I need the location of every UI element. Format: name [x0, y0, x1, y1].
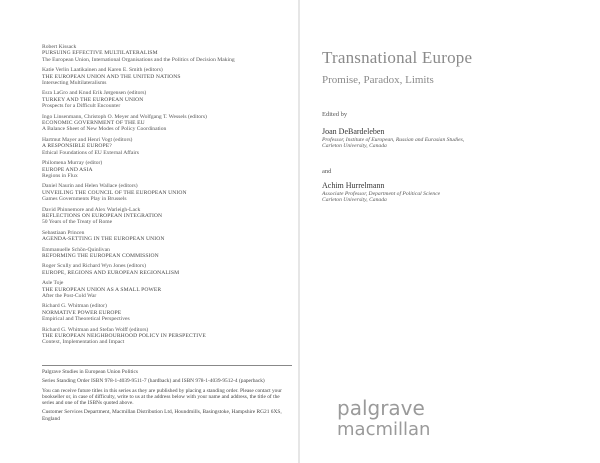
editor-affiliation: Carleton University, Canada [322, 197, 387, 204]
entry-title: REFORMING THE EUROPEAN COMMISSION [42, 252, 159, 259]
series-entry [42, 44, 292, 63]
entry-author: Katie Verlin Laatikainen and Karen E. Smith (editors) [42, 67, 163, 74]
entry-title: NORMATIVE POWER EUROPE [42, 309, 122, 316]
series-entry [42, 183, 292, 202]
logo-line1: palgrave [337, 396, 425, 420]
entry-author: Hartmut Mayer and Henri Vogt (editors) [42, 136, 133, 143]
entry-subtitle: Context, Implementation and Impact [42, 339, 125, 346]
palgrave-macmillan-logo [335, 395, 455, 447]
edited-by-label: Edited by [322, 111, 348, 118]
entry-title: THE EUROPEAN UNION AND THE UNITED NATIONS [42, 73, 181, 80]
entry-subtitle: The European Union, International Organisations and the Politics of Decision Making [42, 56, 235, 63]
series-imprint [42, 365, 292, 425]
entry-subtitle: Intersecting Multilateralisms [42, 80, 107, 87]
series-entry [42, 160, 292, 179]
series-entry [42, 327, 292, 346]
entry-author: Richard G. Whitman (editor) [42, 303, 107, 310]
entry-author: Roger Scully and Richard Wyn Jones (editors) [42, 263, 146, 270]
series-entry [42, 230, 292, 243]
entry-subtitle: Regions in Flux [42, 172, 78, 179]
entry-subtitle: Ethical Foundations of EU External Affairs [42, 149, 139, 156]
entry-title: PURSUING EFFECTIVE MULTILATERALISM [42, 50, 158, 57]
series-entry [42, 280, 292, 299]
page-gutter [298, 0, 300, 463]
entry-author: Daniel Naurin and Helen Wallace (editors) [42, 183, 138, 190]
entry-title: TURKEY AND THE EUROPEAN UNION [42, 96, 144, 103]
entry-subtitle: Games Governments Play in Brussels [42, 196, 127, 203]
entry-subtitle: After the Post-Cold War [42, 293, 97, 299]
entry-title: ECONOMIC GOVERNMENT OF THE EU [42, 120, 145, 127]
entry-author: Philomena Murray (editor) [42, 160, 103, 167]
editor-name: Achim Hurrelmann [322, 181, 385, 190]
series-entry [42, 114, 292, 133]
entry-title: UNVEILING THE COUNCIL OF THE EUROPEAN UNION [42, 189, 187, 196]
entry-author: Emmanuelle Schön-Quinlivan [42, 246, 110, 253]
book-title: Transnational Europe [322, 48, 473, 67]
entry-author: Richard G. Whitman and Stefan Wolff (editors) [42, 326, 149, 333]
series-entry [42, 303, 292, 322]
editor-affiliation: Professor, Institute of European, Russian and Eurasian Studies, [322, 137, 465, 143]
series-entry [42, 263, 292, 276]
series-entry [42, 90, 292, 109]
entry-title: THE EUROPEAN UNION AS A SMALL POWER [42, 286, 162, 293]
publisher-logo-graphic [335, 395, 455, 447]
logo-line2: macmillan [337, 419, 431, 440]
entry-title: AGENDA-SETTING IN THE EUROPEAN UNION [42, 236, 165, 243]
series-entry [42, 67, 292, 86]
editor-name: Joan DeBardeleben [322, 127, 385, 136]
editor-affiliation: Associate Professor, Department of Political Science [322, 191, 441, 197]
series-entry [42, 247, 292, 260]
entry-subtitle: A Balance Sheet of New Modes of Policy Coordination [42, 126, 167, 133]
entry-subtitle: Prospects for a Difficult Encounter [42, 103, 121, 110]
editor-block [322, 181, 582, 204]
book-subtitle: Promise, Paradox, Limits [322, 74, 434, 86]
series-list [42, 44, 292, 350]
entry-title: A RESPONSIBLE EUROPE? [42, 143, 112, 150]
entry-title: THE EUROPEAN NEIGHBOURHOOD POLICY IN PERSPECTIVE [42, 333, 206, 340]
and-label: and [322, 168, 332, 175]
entry-title: EUROPE, REGIONS AND EUROPEAN REGIONALISM [42, 269, 180, 276]
series-entry [42, 137, 292, 156]
editor-block [322, 127, 582, 150]
entry-author: David Phinnemore and Alex Warleigh-Lack [42, 206, 141, 213]
imprint-series-line: Palgrave Studies in European Union Politics [42, 369, 138, 375]
imprint-order-text: You can receive future titles in this series as they are published by placing a standing order. Please contact your bookseller or, in case of difficulty, write to us at the address below with your name and address, the title of the series and one of the ISBNs quoted above. [42, 387, 282, 407]
entry-subtitle: Empirical and Theoretical Perspectives [42, 316, 130, 323]
editor-affiliation: Carleton University, Canada [322, 143, 387, 150]
entry-author: Ingo Linsenmann, Christoph O. Meyer and Wolfgang T. Wessels (editors) [42, 113, 207, 120]
entry-title: EUROPE AND ASIA [42, 166, 93, 173]
entry-subtitle: 50 Years of the Treaty of Rome [42, 219, 113, 226]
entry-author: Robert Kissack [42, 44, 77, 50]
entry-title: REFLECTIONS ON EUROPEAN INTEGRATION [42, 212, 163, 219]
entry-author: Sebastiaan Princen [42, 229, 85, 236]
imprint-isbn-line: Series Standing Order ISBN 978-1-4039-9511-7 (hardback) and ISBN 978-1-4039-9512-4 (paperback) [42, 378, 265, 385]
series-entry [42, 207, 292, 226]
entry-author: Esra LaGro and Knud Erik Jørgensen (editors) [42, 90, 147, 97]
entry-author: Asle Toje [42, 280, 64, 287]
imprint-address-text: Customer Services Department, Macmillan Distribution Ltd, Houndmills, Basingstoke, Hampshire RG21 6XS, England [42, 409, 282, 422]
